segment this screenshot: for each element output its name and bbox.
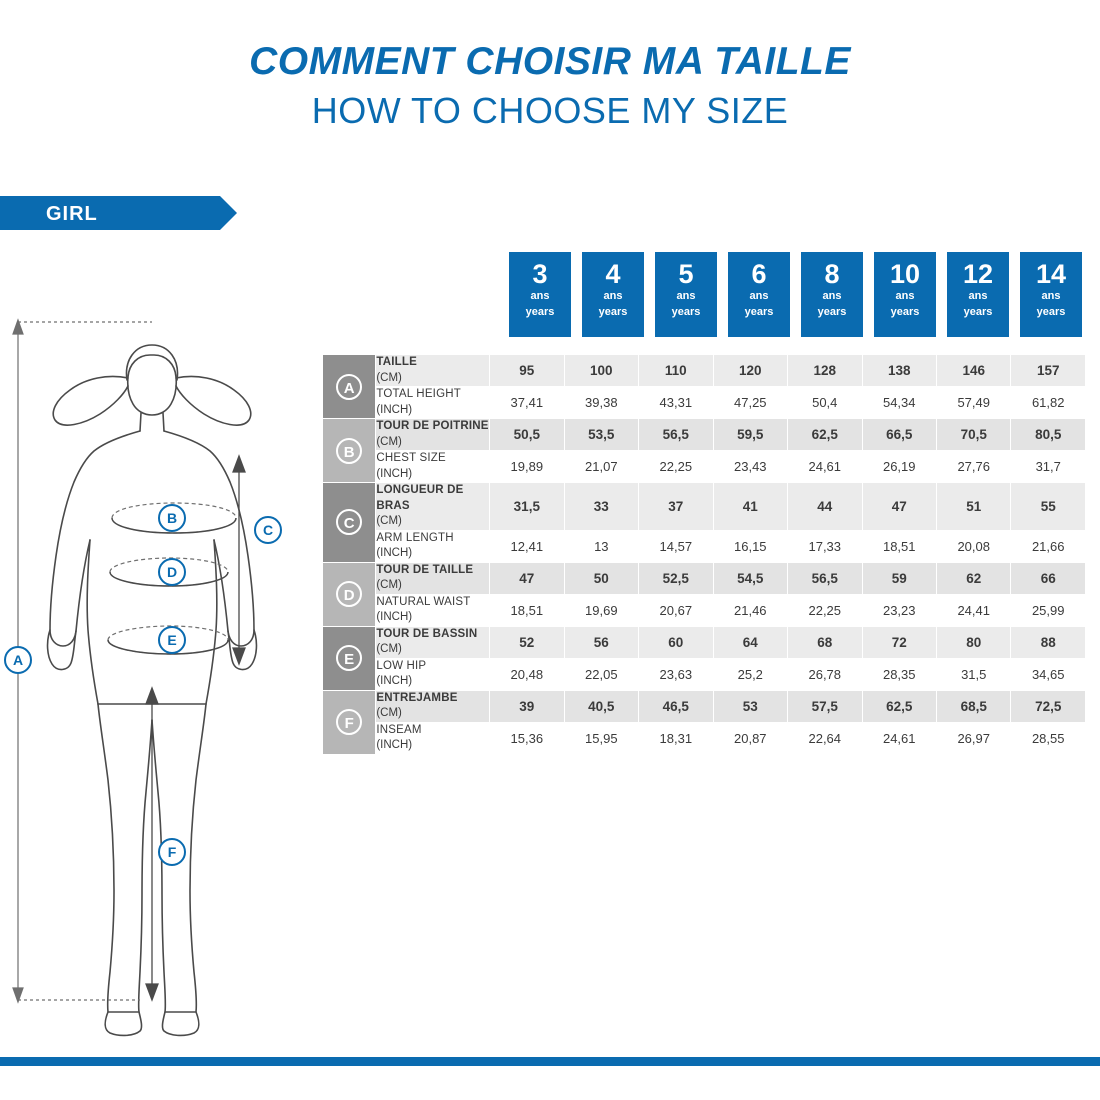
cell-value: 54,5: [713, 562, 787, 594]
size-number: 5: [678, 259, 694, 289]
table-row: [323, 626, 1086, 658]
cell-value: 57,49: [936, 387, 1010, 419]
size-unit-fr: ans: [603, 290, 623, 303]
letter-badge: B: [336, 438, 362, 464]
cell-value: 62,5: [862, 690, 936, 722]
size-number: 10: [889, 259, 921, 289]
cell-value: 50,5: [490, 419, 564, 451]
cell-value: 33: [564, 483, 638, 531]
cell-value: 24,41: [936, 594, 1010, 626]
cell-value: 21,07: [564, 451, 638, 483]
row-letter-C: [323, 483, 376, 563]
size-number: 4: [605, 259, 621, 289]
cell-value: 39,38: [564, 387, 638, 419]
table-row: [323, 387, 1086, 419]
cell-value: 72,5: [1011, 690, 1086, 722]
row-label-inch: TOTAL HEIGHT (INCH): [376, 387, 490, 419]
size-unit-en: years: [744, 306, 774, 319]
bottom-accent-bar: [0, 1057, 1100, 1066]
cell-value: 64: [713, 626, 787, 658]
cell-value: 20,87: [713, 722, 787, 754]
cell-value: 43,31: [639, 387, 713, 419]
size-header-cell: [582, 252, 644, 337]
page-title: [0, 40, 1100, 132]
cell-value: 19,89: [490, 451, 564, 483]
cell-value: 12,41: [490, 530, 564, 562]
size-unit-en: years: [963, 306, 993, 319]
row-label-inch: NATURAL WAIST (INCH): [376, 594, 490, 626]
cell-value: 16,15: [713, 530, 787, 562]
cell-value: 20,67: [639, 594, 713, 626]
gender-banner: [0, 196, 220, 230]
cell-value: 31,5: [936, 658, 1010, 690]
cell-value: 100: [564, 355, 638, 387]
cell-value: 18,51: [490, 594, 564, 626]
size-header-row: [509, 252, 1082, 337]
cell-value: 23,43: [713, 451, 787, 483]
cell-value: 25,2: [713, 658, 787, 690]
table-row: [323, 594, 1086, 626]
size-unit-fr: ans: [822, 290, 842, 303]
row-label-cm: LONGUEUR DE BRAS (CM): [376, 483, 490, 531]
body-diagram: [0, 300, 320, 1060]
row-label-inch: CHEST SIZE (INCH): [376, 451, 490, 483]
cell-value: 44: [788, 483, 862, 531]
cell-value: 95: [490, 355, 564, 387]
letter-badge: C: [336, 509, 362, 535]
cell-value: 52: [490, 626, 564, 658]
size-header-cell: [728, 252, 790, 337]
size-unit-en: years: [598, 306, 628, 319]
cell-value: 50,4: [788, 387, 862, 419]
cell-value: 24,61: [862, 722, 936, 754]
svg-text:D: D: [166, 564, 178, 580]
row-label-cm: ENTREJAMBE (CM): [376, 690, 490, 722]
size-unit-fr: ans: [895, 290, 915, 303]
row-letter-F: [323, 690, 376, 754]
cell-value: 66,5: [862, 419, 936, 451]
cell-value: 20,08: [936, 530, 1010, 562]
cell-value: 26,97: [936, 722, 1010, 754]
cell-value: 128: [788, 355, 862, 387]
page-title-en: HOW TO CHOOSE MY SIZE: [311, 89, 789, 131]
cell-value: 31,7: [1011, 451, 1086, 483]
cell-value: 34,65: [1011, 658, 1086, 690]
letter-badge: D: [336, 581, 362, 607]
cell-value: 23,23: [862, 594, 936, 626]
size-number: 6: [751, 259, 767, 289]
cell-value: 62,5: [788, 419, 862, 451]
cell-value: 19,69: [564, 594, 638, 626]
size-unit-fr: ans: [749, 290, 769, 303]
size-header-cell: [947, 252, 1009, 337]
cell-value: 28,35: [862, 658, 936, 690]
measurements-table: [322, 354, 1086, 755]
cell-value: 21,66: [1011, 530, 1086, 562]
row-letter-A: [323, 355, 376, 419]
cell-value: 15,95: [564, 722, 638, 754]
row-label-cm: TAILLE (CM): [376, 355, 490, 387]
size-unit-en: years: [890, 306, 920, 319]
cell-value: 57,5: [788, 690, 862, 722]
cell-value: 68,5: [936, 690, 1010, 722]
svg-text:A: A: [12, 652, 24, 668]
cell-value: 52,5: [639, 562, 713, 594]
cell-value: 14,57: [639, 530, 713, 562]
row-label-inch: ARM LENGTH (INCH): [376, 530, 490, 562]
cell-value: 37,41: [490, 387, 564, 419]
row-letter-B: [323, 419, 376, 483]
svg-text:C: C: [262, 522, 274, 538]
svg-text:B: B: [166, 510, 178, 526]
cell-value: 88: [1011, 626, 1086, 658]
cell-value: 138: [862, 355, 936, 387]
size-unit-fr: ans: [530, 290, 550, 303]
cell-value: 47: [862, 483, 936, 531]
size-unit-en: years: [525, 306, 555, 319]
cell-value: 22,25: [639, 451, 713, 483]
size-header-cell: [1020, 252, 1082, 337]
letter-badge: A: [336, 374, 362, 400]
row-label-cm: TOUR DE BASSIN (CM): [376, 626, 490, 658]
cell-value: 40,5: [564, 690, 638, 722]
gender-banner-label: GIRL: [46, 203, 98, 225]
size-unit-fr: ans: [1041, 290, 1061, 303]
cell-value: 59: [862, 562, 936, 594]
cell-value: 15,36: [490, 722, 564, 754]
table-row: [323, 451, 1086, 483]
cell-value: 47: [490, 562, 564, 594]
cell-value: 21,46: [713, 594, 787, 626]
cell-value: 157: [1011, 355, 1086, 387]
cell-value: 60: [639, 626, 713, 658]
cell-value: 54,34: [862, 387, 936, 419]
cell-value: 50: [564, 562, 638, 594]
table-row: [323, 530, 1086, 562]
table-row: [323, 658, 1086, 690]
cell-value: 23,63: [639, 658, 713, 690]
svg-text:E: E: [167, 632, 177, 648]
size-unit-en: years: [817, 306, 847, 319]
cell-value: 110: [639, 355, 713, 387]
size-number: 3: [532, 259, 548, 289]
row-label-inch: LOW HIP (INCH): [376, 658, 490, 690]
cell-value: 17,33: [788, 530, 862, 562]
size-unit-fr: ans: [676, 290, 696, 303]
cell-value: 56,5: [639, 419, 713, 451]
size-number: 14: [1035, 259, 1067, 289]
cell-value: 20,48: [490, 658, 564, 690]
cell-value: 22,05: [564, 658, 638, 690]
letter-badge: E: [336, 645, 362, 671]
letter-badge: F: [336, 709, 362, 735]
cell-value: 72: [862, 626, 936, 658]
row-label-cm: TOUR DE TAILLE (CM): [376, 562, 490, 594]
cell-value: 61,82: [1011, 387, 1086, 419]
cell-value: 25,99: [1011, 594, 1086, 626]
row-label-inch: INSEAM (INCH): [376, 722, 490, 754]
table-row: [323, 355, 1086, 387]
cell-value: 27,76: [936, 451, 1010, 483]
cell-value: 39: [490, 690, 564, 722]
cell-value: 46,5: [639, 690, 713, 722]
row-label-cm: TOUR DE POITRINE (CM): [376, 419, 490, 451]
cell-value: 22,25: [788, 594, 862, 626]
cell-value: 18,31: [639, 722, 713, 754]
size-unit-fr: ans: [968, 290, 988, 303]
size-header-cell: [874, 252, 936, 337]
cell-value: 47,25: [713, 387, 787, 419]
cell-value: 68: [788, 626, 862, 658]
table-row: [323, 722, 1086, 754]
cell-value: 120: [713, 355, 787, 387]
cell-value: 22,64: [788, 722, 862, 754]
row-letter-E: [323, 626, 376, 690]
cell-value: 37: [639, 483, 713, 531]
size-header-cell: [655, 252, 717, 337]
cell-value: 53,5: [564, 419, 638, 451]
cell-value: 80: [936, 626, 1010, 658]
table-row: [323, 483, 1086, 531]
table-row: [323, 419, 1086, 451]
cell-value: 56: [564, 626, 638, 658]
table-row: [323, 690, 1086, 722]
cell-value: 146: [936, 355, 1010, 387]
svg-text:F: F: [167, 844, 177, 860]
cell-value: 28,55: [1011, 722, 1086, 754]
cell-value: 53: [713, 690, 787, 722]
cell-value: 26,19: [862, 451, 936, 483]
cell-value: 62: [936, 562, 1010, 594]
cell-value: 26,78: [788, 658, 862, 690]
cell-value: 41: [713, 483, 787, 531]
cell-value: 56,5: [788, 562, 862, 594]
table-row: [323, 562, 1086, 594]
cell-value: 18,51: [862, 530, 936, 562]
size-unit-en: years: [1036, 306, 1066, 319]
cell-value: 24,61: [788, 451, 862, 483]
size-number: 8: [824, 259, 840, 289]
cell-value: 51: [936, 483, 1010, 531]
cell-value: 31,5: [490, 483, 564, 531]
cell-value: 13: [564, 530, 638, 562]
size-unit-en: years: [671, 306, 701, 319]
cell-value: 59,5: [713, 419, 787, 451]
size-header-cell: [509, 252, 571, 337]
cell-value: 66: [1011, 562, 1086, 594]
size-header-cell: [801, 252, 863, 337]
page-title-fr: COMMENT CHOISIR MA TAILLE: [249, 40, 851, 83]
cell-value: 55: [1011, 483, 1086, 531]
cell-value: 80,5: [1011, 419, 1086, 451]
row-letter-D: [323, 562, 376, 626]
size-number: 12: [962, 259, 994, 289]
cell-value: 70,5: [936, 419, 1010, 451]
